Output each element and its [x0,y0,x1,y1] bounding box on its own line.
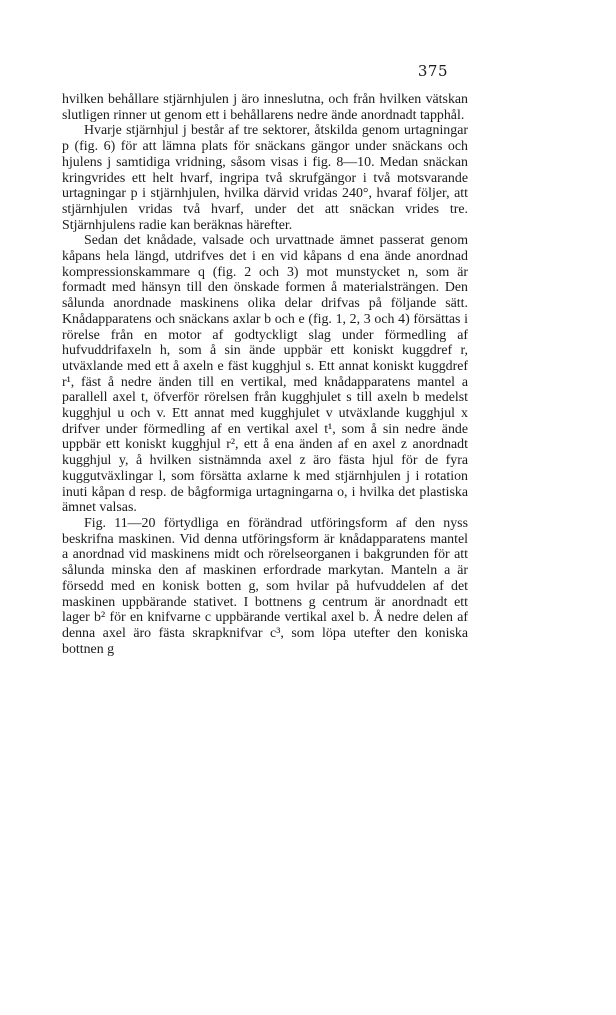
paragraph-4: Fig. 11—20 förtydliga en förändrad utföringsform af den nyss beskrifna maskinen. Vid denna utföringsform är knådapparatens mantel a anordnad vid maskinens midt och rörelseorganen i bakgrunden för att sålunda minska den af maskinen erfordrade markytan. Manteln a är försedd med en konisk botten g, som hvilar på hufvuddelen af det maskinen uppbärande stativet. I bottnens g centrum är anordnadt ett lager b² för en knifvarne c uppbärande vertikal axel b. Å nedre delen af denna axel äro fästa skrapknifvar c³, som löpa utefter den koniska bottnen g [62,515,468,657]
paragraph-2: Hvarje stjärnhjul j består af tre sektorer, åtskilda genom urtagningar p (fig. 6) för att lämna plats för snäckans gängor under snäckans och hjulens j samtidiga vridning, såsom visas i fig. 8—10. Medan snäckan kringvrides ett helt hvarf, ingripa två skrufgängor i två motsvarande urtagningar p i stjärnhjulen, hvilka därvid vridas 240°, hvaraf följer, att stjärnhjulen vridas två hvarf, under det att snäckan vrides tre. Stjärnhjulens radie kan beräknas härefter. [62,123,468,233]
body-text [62,92,468,657]
paragraph-3: Sedan det knådade, valsade och urvattnade ämnet passerat genom kåpans hela längd, utdrifves det i en vid kåpans d ena ände anordnad kompressionskammare q (fig. 2 och 3) mot munstycket n, som är formadt med hänsyn till den önskade formen å materialsträngen. Den sålunda anordnade maskinens olika delar drifvas på följande sätt. Knådapparatens och snäckans axlar b och e (fig. 1, 2, 3 och 4) försättas i rörelse från en motor af godtyckligt slag under förmedling af hufvuddrifaxeln h, som å sin ände uppbär ett koniskt kuggdref r, utväxlande med ett å axeln e fäst kugghjul s. Ett annat koniskt kuggdref r¹, fäst å nedre änden till en vertikal, med knådapparatens mantel a parallell axel t, öfverför rörelsen från kugghjulet s till axeln b medelst kugghjul u och v. Ett annat med kugghjulet v utväxlande kugghjul x drifver under förmedling af en vertikal axel t¹, som å sin nedre ände uppbär ett koniskt kugghjul r², ett å ena änden af en axel z anordnadt kugghjul y, å hvilken sistnämnda axel z äro fästa hjul för de fyra kuggutväxlingar l, som försätta axlarne k med stjärnhjulen j i rotation inuti kåpan d resp. de bågformiga urtagningarna o, i hvilka det plastiska ämnet valsas. [62,233,468,516]
paragraph-1: hvilken behållare stjärnhjulen j äro inneslutna, och från hvilken vätskan slutligen rinner ut genom ett i behållarens nedre ände anordnadt tapphål. [62,92,468,123]
page-number: 375 [417,62,448,80]
